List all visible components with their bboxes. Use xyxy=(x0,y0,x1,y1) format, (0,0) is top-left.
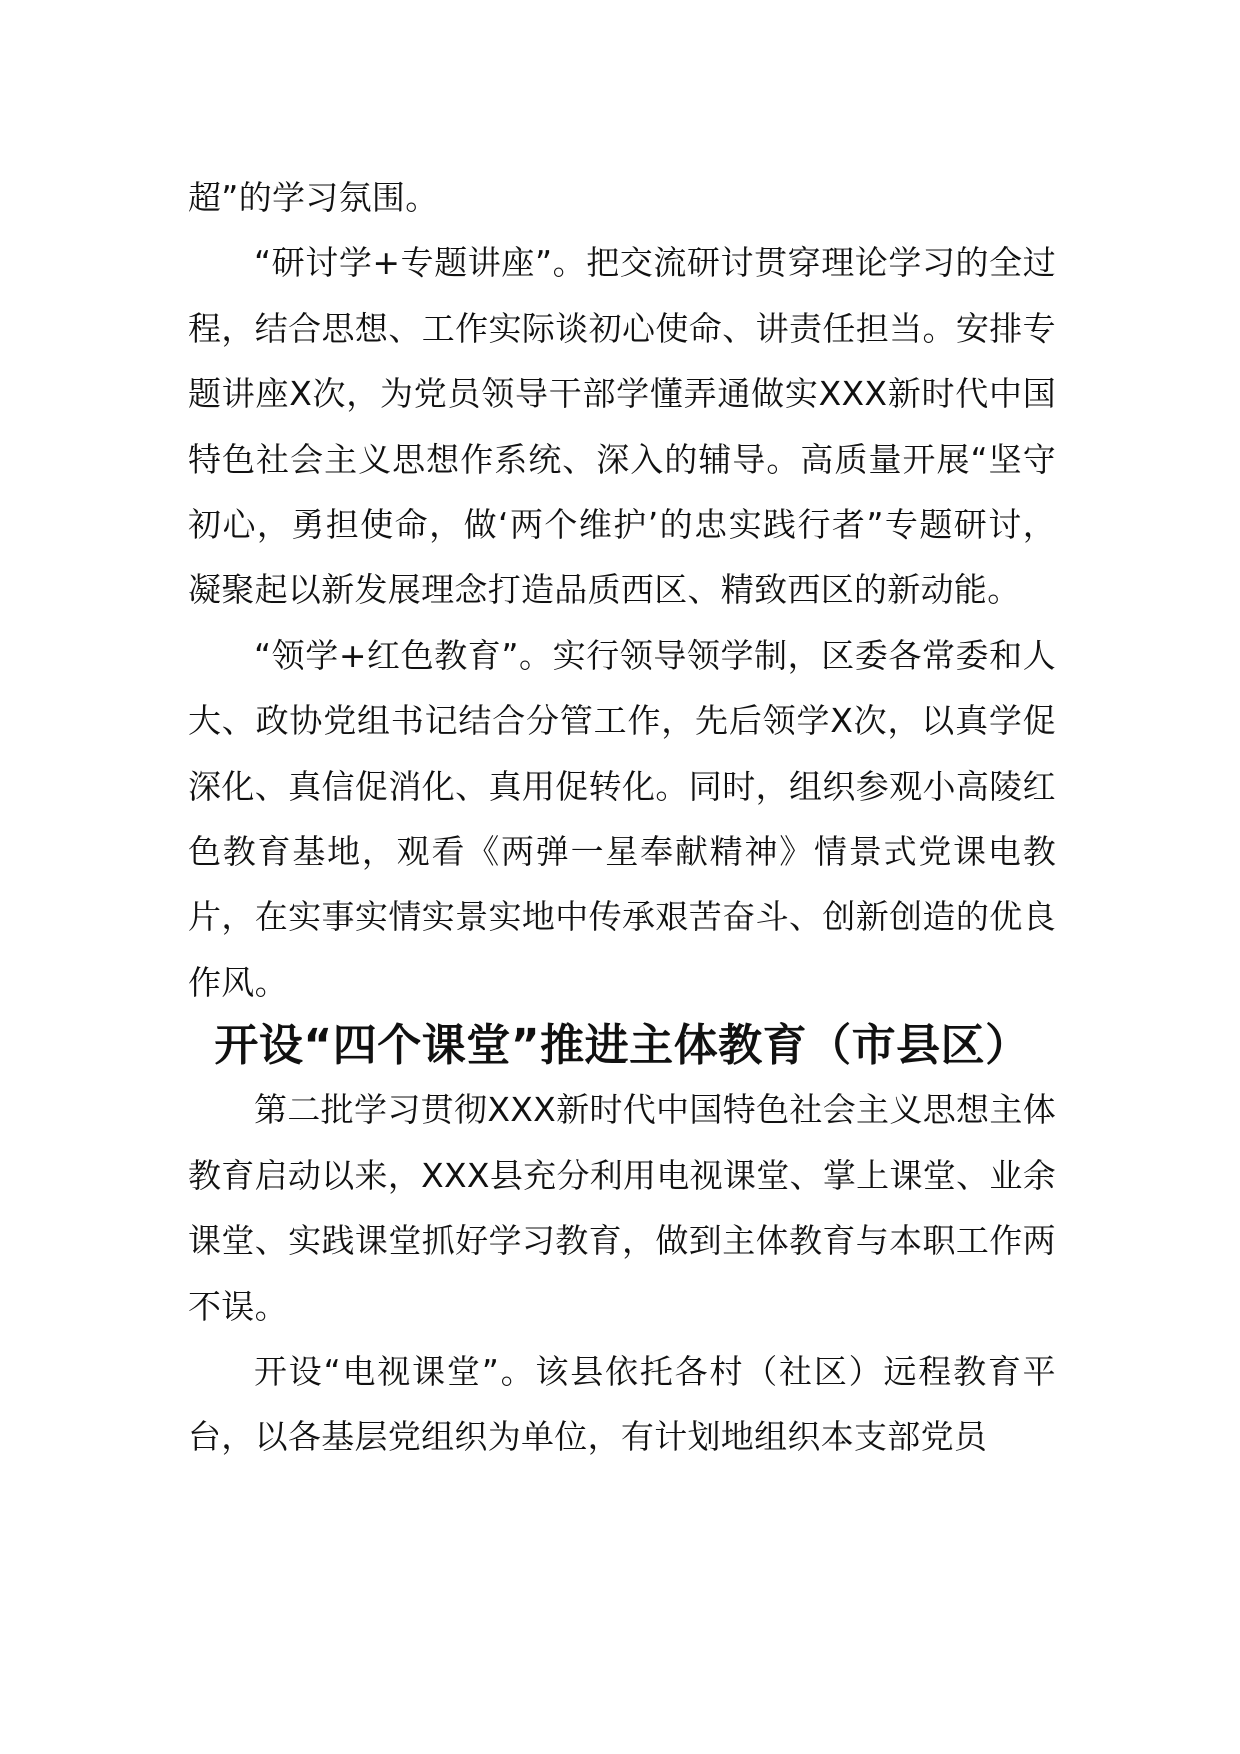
section-heading: 开设“四个课堂”推进主体教育（市县区） xyxy=(214,1020,1030,1072)
paragraph-continuation: 超”的学习氛围。 xyxy=(188,178,439,217)
paragraph-tv-classroom: 开设“电视课堂”。该县依托各村（社区）远程教育平台，以各基层党组织为单位，有计划地组织本支部党员 xyxy=(188,1351,1056,1457)
paragraph-lead-study-red-education: “领学+红色教育”。实行领导领学制，区委各常委和人大、政协党组书记结合分管工作，先后领学X次，以真学促深化、真信促消化、真用促转化。同时，组织参观小高陵红色教育基地，观看《两弹一星奉献精神》情景式党课电教片，在实事实情实景实地中传承艰苦奋斗、创新创造的优良作风。 xyxy=(188,635,1056,1002)
document-page xyxy=(188,165,1056,1470)
paragraph-seminar-lecture: “研讨学+专题讲座”。把交流研讨贯穿理论学习的全过程，结合思想、工作实际谈初心使命、讲责任担当。安排专题讲座X次，为党员领导干部学懂弄通做实XXX新时代中国特色社会主义思想作系统、深入的辅导。高质量开展“坚守初心，勇担使命，做‘两个维护’的忠实践行者”专题研讨，凝聚起以新发展理念打造品质西区、精致西区的新动能。 xyxy=(188,243,1056,610)
paragraph-intro: 第二批学习贯彻XXX新时代中国特色社会主义思想主体教育启动以来，XXX县充分利用电视课堂、掌上课堂、业余课堂、实践课堂抓好学习教育，做到主体教育与本职工作两不误。 xyxy=(188,1090,1056,1326)
